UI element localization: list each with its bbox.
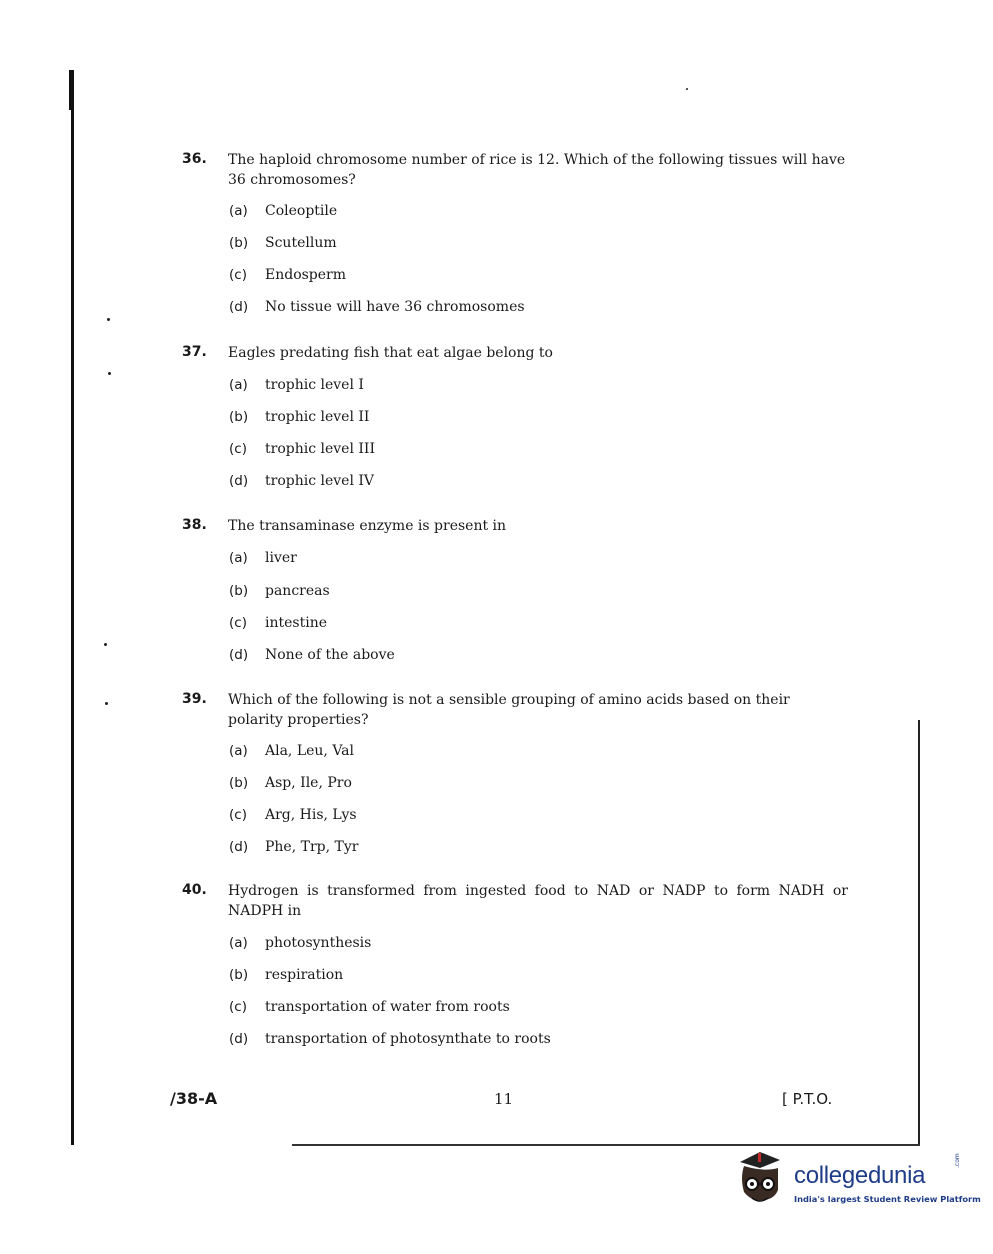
- option-36-b[interactable]: [0, 233, 993, 253]
- option-40-a[interactable]: [0, 933, 993, 953]
- option-37-a[interactable]: [0, 375, 993, 395]
- option-label: (c): [229, 441, 247, 457]
- option-label: (a): [229, 377, 248, 393]
- option-label: (d): [229, 1031, 249, 1047]
- option-label: (c): [229, 615, 247, 631]
- option-label: (b): [229, 235, 249, 251]
- option-text: liver: [265, 550, 297, 566]
- option-38-c[interactable]: [0, 613, 993, 633]
- option-38-b[interactable]: [0, 581, 993, 601]
- option-40-c[interactable]: [0, 997, 993, 1017]
- option-label: (b): [229, 775, 249, 791]
- option-text: Ala, Leu, Val: [265, 743, 354, 759]
- option-text: trophic level II: [265, 409, 370, 425]
- page-number: 11: [494, 1090, 514, 1108]
- option-text: Endosperm: [265, 267, 347, 283]
- option-label: (a): [229, 550, 248, 566]
- please-turn-over: [ P.T.O.: [782, 1090, 833, 1108]
- option-label: (a): [229, 743, 248, 759]
- option-36-c[interactable]: [0, 265, 993, 285]
- option-text: photosynthesis: [265, 935, 372, 951]
- option-label: (b): [229, 967, 249, 983]
- option-label: (d): [229, 647, 249, 663]
- option-37-d[interactable]: [0, 471, 993, 491]
- option-text: transportation of photosynthate to roots: [265, 1031, 551, 1047]
- option-39-d[interactable]: [0, 837, 993, 857]
- option-text: trophic level IV: [265, 473, 375, 489]
- question-text: The transaminase enzyme is present in: [228, 518, 507, 534]
- brand-name: collegedunia: [794, 1162, 926, 1189]
- option-text: respiration: [265, 967, 344, 983]
- option-text: trophic level I: [265, 377, 364, 393]
- option-text: Arg, His, Lys: [265, 807, 357, 823]
- question-number: 40.: [182, 882, 207, 898]
- option-38-a[interactable]: [0, 548, 993, 568]
- option-label: (b): [229, 583, 249, 599]
- option-text: pancreas: [265, 583, 330, 599]
- question-text: Which of the following is not a sensible grouping of amino acids based on their polarity properties?: [228, 692, 790, 728]
- option-40-b[interactable]: [0, 965, 993, 985]
- option-39-b[interactable]: [0, 773, 993, 793]
- option-39-c[interactable]: [0, 805, 993, 825]
- option-text: No tissue will have 36 chromosomes: [265, 299, 525, 315]
- option-37-c[interactable]: [0, 439, 993, 459]
- option-text: Asp, Ile, Pro: [265, 775, 352, 791]
- option-text: None of the above: [265, 647, 395, 663]
- question-number: 36.: [182, 151, 207, 167]
- option-label: (d): [229, 839, 249, 855]
- question-number: 39.: [182, 691, 207, 707]
- option-40-d[interactable]: [0, 1029, 993, 1049]
- scan-speck: [107, 318, 110, 321]
- option-text: Scutellum: [265, 235, 337, 251]
- option-39-a[interactable]: [0, 741, 993, 761]
- option-label: (a): [229, 935, 248, 951]
- option-36-a[interactable]: [0, 201, 993, 221]
- mascot-logo-icon: [734, 1148, 790, 1208]
- option-text: intestine: [265, 615, 327, 631]
- question-text: Hydrogen is transformed from ingested food to NAD or NADP to form NADH or NADPH in: [228, 883, 848, 919]
- option-text: transportation of water from roots: [265, 999, 510, 1015]
- option-label: (c): [229, 999, 247, 1015]
- paper-code: /38-A: [170, 1089, 218, 1108]
- option-label: (b): [229, 409, 249, 425]
- collegedunia-watermark: [734, 1148, 981, 1218]
- question-number: 38.: [182, 517, 207, 533]
- question-number: 37.: [182, 344, 207, 360]
- scan-speck: [686, 88, 688, 90]
- question-text: The haploid chromosome number of rice is 12. Which of the following tissues will have 36 chromosomes?: [228, 152, 846, 188]
- option-text: trophic level III: [265, 441, 375, 457]
- brand-domain-suffix: .com: [954, 1153, 961, 1168]
- brand-tagline: India's largest Student Review Platform: [794, 1194, 981, 1204]
- question-text: Eagles predating fish that eat algae belong to: [228, 345, 553, 361]
- option-label: (a): [229, 203, 248, 219]
- option-text: Coleoptile: [265, 203, 338, 219]
- option-36-d[interactable]: [0, 297, 993, 317]
- option-38-d[interactable]: [0, 645, 993, 665]
- page-bottom-edge: [292, 1144, 920, 1146]
- option-label: (c): [229, 807, 247, 823]
- option-label: (d): [229, 299, 249, 315]
- option-label: (d): [229, 473, 249, 489]
- option-label: (c): [229, 267, 247, 283]
- option-37-b[interactable]: [0, 407, 993, 427]
- scan-speck: [105, 702, 108, 705]
- option-text: Phe, Trp, Tyr: [265, 839, 359, 855]
